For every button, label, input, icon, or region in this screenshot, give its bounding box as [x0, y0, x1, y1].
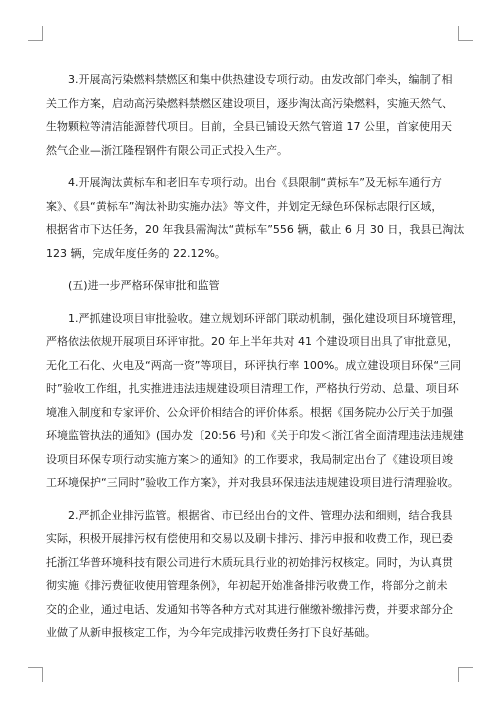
paragraph-heating-project	[46, 68, 454, 162]
text-line: 生物颗粒等清洁能源替代项目。目前，全县已铺设天然气管道 17 公里，首家使用天	[46, 120, 452, 133]
text-line: 无化工石化、火电及“两高一资”等项目，环评执行率 100%。成立建设项目环保“三同	[46, 358, 462, 372]
text-line: 环境监管执法的通知》(国办发〔20:56 号)和《关于印发＜浙江省全面清理违法违规建	[46, 429, 464, 442]
document-body	[46, 68, 465, 654]
text-line: 案》、《县“黄标车”淘汰补助实施办法》等文件，并划定无绿色环保标志限行区域，	[46, 199, 443, 213]
crop-mark-bottom-right	[458, 667, 473, 682]
text-line: 3.开展高污染燃料禁燃区和集中供热建设专项行动。由发改部门牵头，编制了相	[68, 73, 453, 86]
text-line: 工环境保护“三同时”验收工作方案》，并对我县环保违法违规建设项目进行清理验收。	[46, 476, 459, 489]
text-line: 1.严抓建设项目审批验收。建立规划环评部门联动机制，强化建设项目环境管理，	[68, 311, 464, 325]
paragraph-emission-supervision	[46, 504, 454, 645]
text-line: 实际，积极开展排污权有偿使用和交易以及刷卡排污、排污申报和收费工作，现已委	[46, 532, 453, 545]
paragraph-project-approval	[46, 307, 464, 495]
text-line: 根据省市下达任务，20 年我县需淘汰“黄标车”556 辆，截止 6 月 30 日，我县已淘汰	[46, 223, 465, 236]
text-line: 4.开展淘汰黄标车和老旧车专项行动。出台《县限制“黄标车”及无标车通行方	[68, 176, 442, 189]
text-line: 彻实施《排污费征收使用管理条例》，年初起开始准备排污收费工作，将部分之前未	[46, 579, 448, 592]
crop-mark-top-left	[28, 26, 43, 41]
text-line: 交的企业，通过电话、发通知书等各种方式对其进行催缴补缴排污费，并要求部分企	[46, 602, 453, 616]
section-heading: (五)进一步严格环保审批和监管	[68, 279, 220, 292]
text-line: 托浙江华普环境科技有限公司进行木质玩具行业的初始排污权核定。同时，为认真贯	[46, 555, 453, 569]
text-line: 设项目环保专项行动实施方案＞的通知》的工作要求，我局制定出台了《建设项目竣	[46, 452, 453, 466]
text-line: 123 辆，完成年度任务的 22.12%。	[46, 246, 226, 260]
text-line: 然气企业—浙江隆程钢件有限公司正式投入生产。	[46, 143, 288, 157]
crop-mark-bottom-left	[28, 667, 43, 682]
text-line: 境准入制度和专家评价、公众评价相结合的评价体系。根据《国务院办公厅关于加强	[46, 405, 453, 419]
text-line: 严格依法依规开展项目环评审批。20 年上半年共对 41 个建设项目出具了审批意见，	[46, 335, 459, 348]
crop-mark-top-right	[458, 26, 473, 41]
text-line: 时”验收工作组，扎实推进违法违规建设项目清理工作，严格执行労动、总量、项目环	[46, 382, 459, 395]
text-line: 业做了从新申报核定工作，为今年完成排污收费任务打下良好基础。	[46, 626, 376, 639]
text-line: 2.严抓企业排污监管。根据省、市已经出台的文件、管理办法和细则，结合我县	[68, 508, 453, 522]
paragraph-vehicle-phaseout	[46, 171, 465, 265]
text-line: 关工作方案，启动高污染燃料禁燃区建设项目，逐步淘汰高污染燃料，实施天然气、	[46, 96, 453, 110]
